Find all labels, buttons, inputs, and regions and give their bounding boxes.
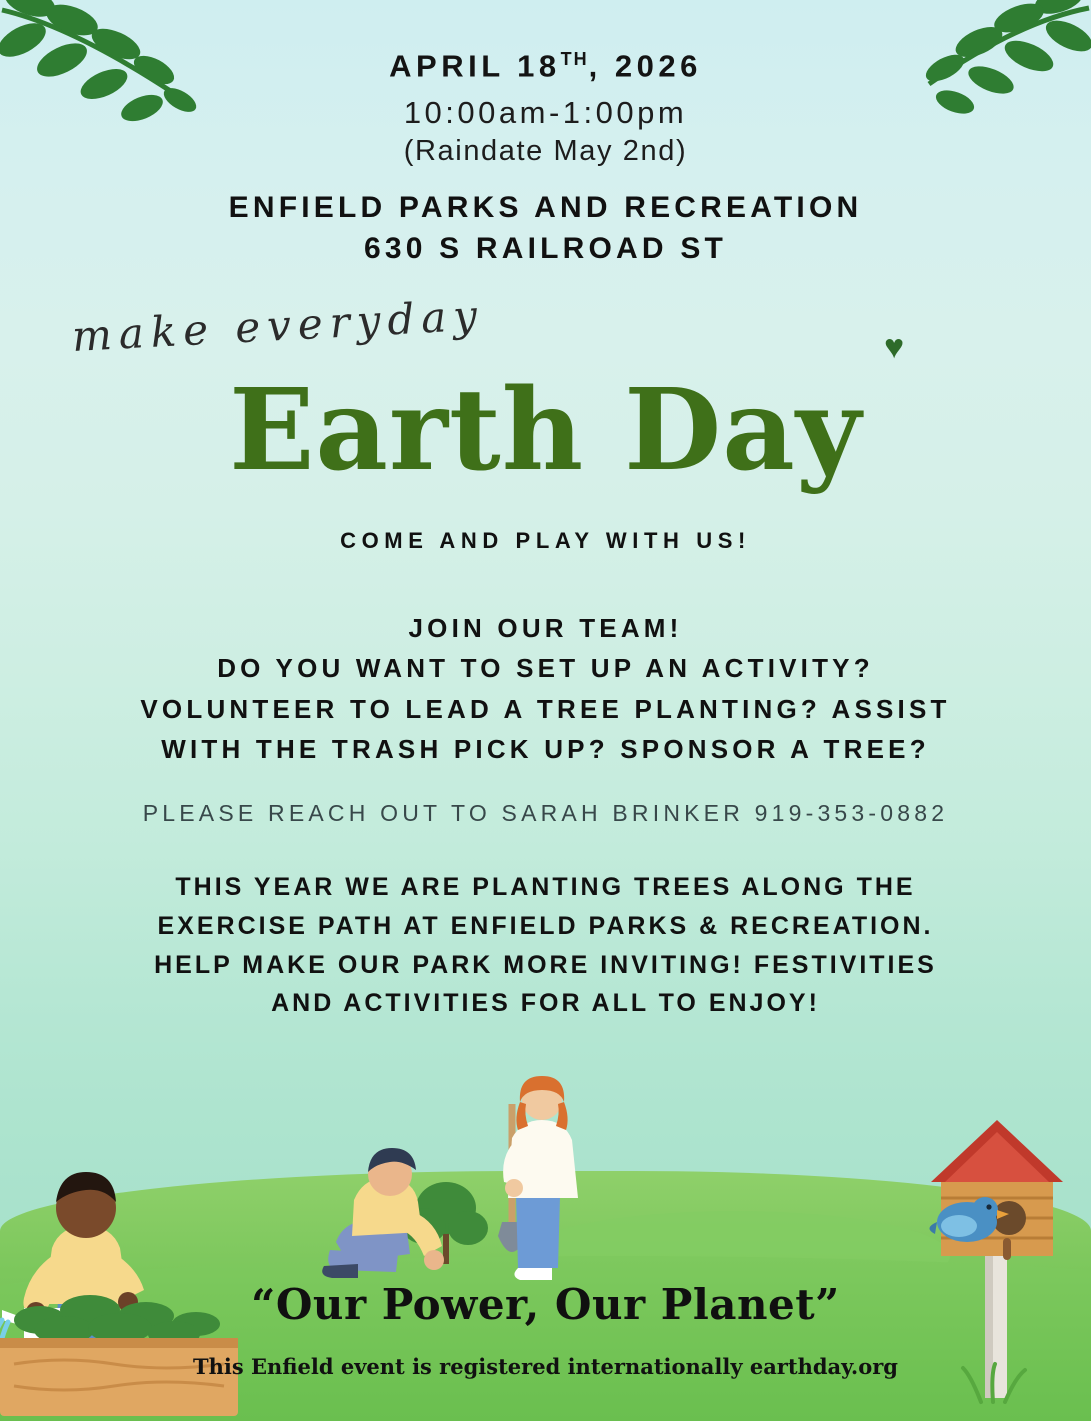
planting-line-1: THIS YEAR WE ARE PLANTING TREES ALONG THE (175, 873, 916, 901)
event-venue: ENFIELD PARKS AND RECREATION (228, 190, 863, 224)
join-line-2: DO YOU WANT TO SET UP AN ACTIVITY? (217, 653, 874, 684)
event-date-ordinal: TH (560, 49, 589, 69)
event-raindate: (Raindate May 2nd) (403, 134, 688, 167)
join-line-3: VOLUNTEER TO LEAD A TREE PLANTING? ASSIST (140, 693, 951, 724)
registration-note: This Enfield event is registered internationally earthday.org (192, 1354, 898, 1379)
earth-day-wordmark: Earth Day (229, 365, 862, 496)
planting-line-3: HELP MAKE OUR PARK MORE INVITING! FESTIVITIES (154, 950, 937, 979)
join-block (0, 608, 1091, 769)
planting-line-2: EXERCISE PATH AT ENFIELD PARKS & RECREATION. (157, 911, 934, 940)
event-date-year: , 2026 (588, 48, 702, 84)
theme-quote: “Our Power, Our Planet” (251, 1280, 840, 1329)
event-date (0, 50, 1091, 83)
planting-line-4: AND ACTIVITIES FOR ALL TO ENJOY! (271, 989, 820, 1018)
join-line-4: WITH THE TRASH PICK UP? SPONSOR A TREE? (161, 733, 930, 764)
planting-block (0, 868, 1091, 1023)
heart-icon: ♥ (884, 328, 905, 366)
header-block (0, 50, 1091, 270)
person-with-shovel-illustration (468, 1076, 608, 1291)
tagline: COME AND PLAY WITH US! (340, 528, 751, 553)
event-address: 630 S RAILROAD ST (363, 232, 728, 266)
contact-line: PLEASE REACH OUT TO SARAH BRINKER 919-353-0882 (142, 800, 949, 826)
illustration-scene (0, 1131, 1091, 1421)
event-date-day: APRIL 18 (389, 48, 561, 84)
join-line-1: JOIN OUR TEAM! (408, 613, 683, 643)
event-time: 10:00am-1:00pm (403, 94, 688, 130)
script-subtitle: make everyday (70, 290, 486, 361)
